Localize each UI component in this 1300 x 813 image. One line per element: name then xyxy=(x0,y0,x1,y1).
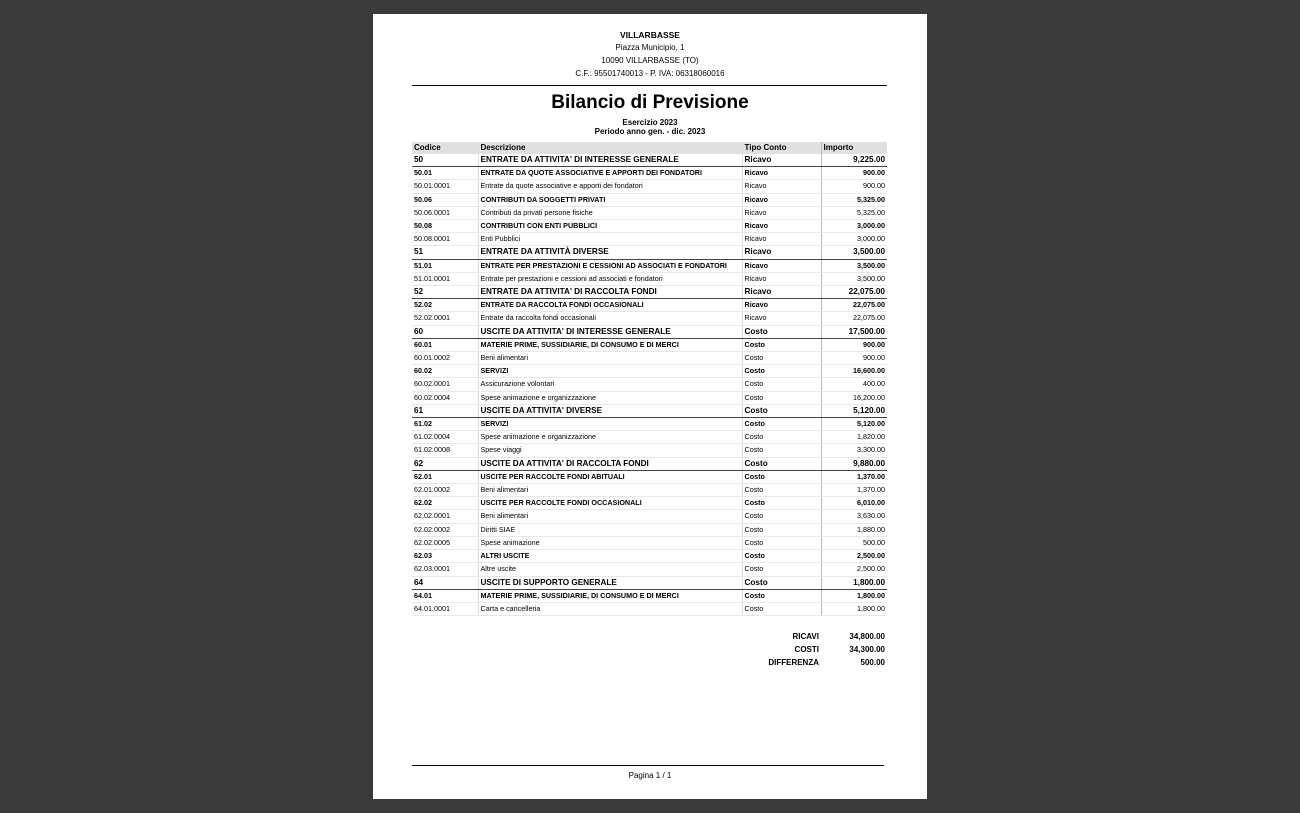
row-code: 60.01 xyxy=(412,338,478,351)
table-row xyxy=(412,154,887,167)
table-row xyxy=(412,404,887,417)
row-type: Ricavo xyxy=(742,286,821,299)
row-amount: 1,880.00 xyxy=(821,523,887,536)
row-code: 60.02.0001 xyxy=(412,378,478,391)
row-description: Beni alimentari xyxy=(478,484,742,497)
table-row xyxy=(412,365,887,378)
difference-label: DIFFERENZA xyxy=(768,658,819,667)
footer-divider xyxy=(412,765,884,766)
row-code: 52.02 xyxy=(412,299,478,312)
table-row xyxy=(412,220,887,233)
cost-total-label: COSTI xyxy=(794,645,819,654)
row-type: Costo xyxy=(742,576,821,589)
cost-total-value: 34,300.00 xyxy=(849,645,885,654)
table-row xyxy=(412,431,887,444)
row-description: ENTRATE PER PRESTAZIONI E CESSIONI AD ASSOCIATI E FONDATORI xyxy=(478,259,742,272)
row-amount: 1,370.00 xyxy=(821,470,887,483)
row-description: Assicurazione volontari xyxy=(478,378,742,391)
row-type: Costo xyxy=(742,404,821,417)
row-description: Beni alimentari xyxy=(478,510,742,523)
table-row xyxy=(412,259,887,272)
row-amount: 1,370.00 xyxy=(821,484,887,497)
table-row xyxy=(412,272,887,285)
row-amount: 1,800.00 xyxy=(821,602,887,615)
row-description: ENTRATE DA ATTIVITÀ DIVERSE xyxy=(478,246,742,259)
row-description: MATERIE PRIME, SUSSIDIARIE, DI CONSUMO E DI MERCI xyxy=(478,589,742,602)
row-code: 62.02.0002 xyxy=(412,523,478,536)
row-description: Spese animazione xyxy=(478,536,742,549)
row-description: ENTRATE DA QUOTE ASSOCIATIVE E APPORTI DEI FONDATORI xyxy=(478,167,742,180)
row-amount: 1,800.00 xyxy=(821,589,887,602)
row-code: 60.01.0002 xyxy=(412,352,478,365)
row-type: Costo xyxy=(742,444,821,457)
report-year: Esercizio 2023 xyxy=(622,118,678,127)
row-description: USCITE DA ATTIVITA' DI RACCOLTA FONDI xyxy=(478,457,742,470)
difference-value: 500.00 xyxy=(860,658,885,667)
row-type: Ricavo xyxy=(742,206,821,219)
row-type: Costo xyxy=(742,365,821,378)
row-description: ENTRATE DA RACCOLTA FONDI OCCASIONALI xyxy=(478,299,742,312)
table-row xyxy=(412,233,887,246)
row-amount: 17,500.00 xyxy=(821,325,887,338)
row-code: 60 xyxy=(412,325,478,338)
row-description: MATERIE PRIME, SUSSIDIARIE, DI CONSUMO E DI MERCI xyxy=(478,338,742,351)
row-type: Costo xyxy=(742,418,821,431)
table-row xyxy=(412,378,887,391)
row-type: Costo xyxy=(742,602,821,615)
row-description: Entrate da raccolta fondi occasionali xyxy=(478,312,742,325)
column-header-amount: Importo xyxy=(821,142,887,154)
row-code: 61.02 xyxy=(412,418,478,431)
table-row xyxy=(412,484,887,497)
row-type: Costo xyxy=(742,523,821,536)
row-amount: 900.00 xyxy=(821,338,887,351)
revenue-total-value: 34,800.00 xyxy=(849,632,885,641)
table-row xyxy=(412,246,887,259)
row-description: SERVIZI xyxy=(478,365,742,378)
row-code: 50.06.0001 xyxy=(412,206,478,219)
row-type: Ricavo xyxy=(742,299,821,312)
row-description: Spese animazione e organizzazione xyxy=(478,391,742,404)
column-header-code: Codice xyxy=(412,142,478,154)
row-code: 64.01 xyxy=(412,589,478,602)
table-row xyxy=(412,470,887,483)
row-code: 62.03 xyxy=(412,550,478,563)
report-title: Bilancio di Previsione xyxy=(551,92,749,113)
row-amount: 5,325.00 xyxy=(821,206,887,219)
row-type: Ricavo xyxy=(742,259,821,272)
row-type: Ricavo xyxy=(742,154,821,167)
row-code: 50.06 xyxy=(412,193,478,206)
page-number: Pagina 1 / 1 xyxy=(628,771,672,780)
row-code: 51 xyxy=(412,246,478,259)
row-amount: 5,120.00 xyxy=(821,418,887,431)
row-description: USCITE PER RACCOLTE FONDI OCCASIONALI xyxy=(478,497,742,510)
budget-table xyxy=(412,142,887,616)
row-amount: 900.00 xyxy=(821,352,887,365)
row-description: Spese viaggi xyxy=(478,444,742,457)
row-code: 50 xyxy=(412,154,478,167)
table-row xyxy=(412,550,887,563)
row-amount: 16,200.00 xyxy=(821,391,887,404)
row-description: Carta e cancelleria xyxy=(478,602,742,615)
row-amount: 16,600.00 xyxy=(821,365,887,378)
row-type: Costo xyxy=(742,497,821,510)
revenue-total-label: RICAVI xyxy=(792,632,819,641)
row-amount: 3,500.00 xyxy=(821,259,887,272)
table-row xyxy=(412,338,887,351)
row-description: Diritti SIAE xyxy=(478,523,742,536)
table-row xyxy=(412,576,887,589)
table-row xyxy=(412,602,887,615)
row-code: 52.02.0001 xyxy=(412,312,478,325)
row-description: Contributi da privati persone fisiche xyxy=(478,206,742,219)
row-description: Enti Pubblici xyxy=(478,233,742,246)
row-amount: 22,075.00 xyxy=(821,299,887,312)
row-type: Costo xyxy=(742,378,821,391)
row-type: Ricavo xyxy=(742,193,821,206)
row-type: Ricavo xyxy=(742,246,821,259)
row-amount: 5,325.00 xyxy=(821,193,887,206)
row-description: Spese animazione e organizzazione xyxy=(478,431,742,444)
row-description: Beni alimentari xyxy=(478,352,742,365)
row-amount: 1,800.00 xyxy=(821,576,887,589)
row-code: 61.02.0008 xyxy=(412,444,478,457)
row-description: Entrate per prestazioni e cessioni ad associati e fondatori xyxy=(478,272,742,285)
entity-address: Piazza Municipio, 1 xyxy=(615,43,685,52)
row-code: 51.01 xyxy=(412,259,478,272)
row-code: 62.02 xyxy=(412,497,478,510)
row-amount: 2,500.00 xyxy=(821,550,887,563)
table-row xyxy=(412,510,887,523)
row-code: 61 xyxy=(412,404,478,417)
table-row xyxy=(412,352,887,365)
row-amount: 6,010.00 xyxy=(821,497,887,510)
table-row xyxy=(412,312,887,325)
row-type: Costo xyxy=(742,470,821,483)
row-amount: 3,000.00 xyxy=(821,220,887,233)
header-divider xyxy=(412,85,887,86)
row-code: 60.02 xyxy=(412,365,478,378)
row-amount: 900.00 xyxy=(821,167,887,180)
row-code: 64.01.0001 xyxy=(412,602,478,615)
row-type: Ricavo xyxy=(742,312,821,325)
table-row xyxy=(412,325,887,338)
table-row xyxy=(412,563,887,576)
row-code: 62.02.0001 xyxy=(412,510,478,523)
row-type: Ricavo xyxy=(742,233,821,246)
row-code: 50.01.0001 xyxy=(412,180,478,193)
row-code: 52 xyxy=(412,286,478,299)
row-code: 62 xyxy=(412,457,478,470)
row-amount: 2,500.00 xyxy=(821,563,887,576)
row-amount: 500.00 xyxy=(821,536,887,549)
row-amount: 9,880.00 xyxy=(821,457,887,470)
row-amount: 22,075.00 xyxy=(821,286,887,299)
row-amount: 900.00 xyxy=(821,180,887,193)
row-description: Altre uscite xyxy=(478,563,742,576)
row-type: Costo xyxy=(742,338,821,351)
row-code: 62.01.0002 xyxy=(412,484,478,497)
row-type: Costo xyxy=(742,510,821,523)
row-amount: 1,820.00 xyxy=(821,431,887,444)
row-type: Ricavo xyxy=(742,167,821,180)
row-description: CONTRIBUTI DA SOGGETTI PRIVATI xyxy=(478,193,742,206)
table-row xyxy=(412,418,887,431)
row-type: Costo xyxy=(742,563,821,576)
row-amount: 3,630.00 xyxy=(821,510,887,523)
row-code: 62.03.0001 xyxy=(412,563,478,576)
row-amount: 9,225.00 xyxy=(821,154,887,167)
table-row xyxy=(412,589,887,602)
row-code: 50.08 xyxy=(412,220,478,233)
table-row xyxy=(412,536,887,549)
table-body xyxy=(412,154,887,616)
row-code: 60.02.0004 xyxy=(412,391,478,404)
row-type: Costo xyxy=(742,431,821,444)
table-row xyxy=(412,391,887,404)
table-row xyxy=(412,180,887,193)
row-type: Ricavo xyxy=(742,180,821,193)
table-row xyxy=(412,286,887,299)
report-period: Periodo anno gen. - dic. 2023 xyxy=(594,127,706,136)
table-header-row xyxy=(412,142,887,154)
row-amount: 22,075.00 xyxy=(821,312,887,325)
entity-name: VILLARBASSE xyxy=(620,30,680,40)
column-header-description: Descrizione xyxy=(478,142,742,154)
row-type: Costo xyxy=(742,457,821,470)
table-row xyxy=(412,299,887,312)
row-code: 62.02.0005 xyxy=(412,536,478,549)
row-description: USCITE DA ATTIVITA' DI INTERESSE GENERALE xyxy=(478,325,742,338)
column-header-type: Tipo Conto xyxy=(742,142,821,154)
row-code: 50.08.0001 xyxy=(412,233,478,246)
row-code: 50.01 xyxy=(412,167,478,180)
row-code: 62.01 xyxy=(412,470,478,483)
table-row xyxy=(412,457,887,470)
row-amount: 3,300.00 xyxy=(821,444,887,457)
row-type: Costo xyxy=(742,391,821,404)
table-row xyxy=(412,497,887,510)
row-description: CONTRIBUTI CON ENTI PUBBLICI xyxy=(478,220,742,233)
row-amount: 3,000.00 xyxy=(821,233,887,246)
row-description: ALTRI USCITE xyxy=(478,550,742,563)
report-page xyxy=(373,14,927,799)
row-description: SERVIZI xyxy=(478,418,742,431)
table-row xyxy=(412,523,887,536)
row-code: 61.02.0004 xyxy=(412,431,478,444)
row-type: Costo xyxy=(742,589,821,602)
row-type: Costo xyxy=(742,484,821,497)
row-description: ENTRATE DA ATTIVITA' DI RACCOLTA FONDI xyxy=(478,286,742,299)
row-description: USCITE PER RACCOLTE FONDI ABITUALI xyxy=(478,470,742,483)
row-amount: 5,120.00 xyxy=(821,404,887,417)
row-description: ENTRATE DA ATTIVITA' DI INTERESSE GENERALE xyxy=(478,154,742,167)
row-type: Costo xyxy=(742,550,821,563)
row-description: Entrate da quote associative e apporti dei fondatori xyxy=(478,180,742,193)
row-type: Costo xyxy=(742,352,821,365)
table-row xyxy=(412,444,887,457)
row-amount: 400.00 xyxy=(821,378,887,391)
row-amount: 3,500.00 xyxy=(821,246,887,259)
row-description: USCITE DI SUPPORTO GENERALE xyxy=(478,576,742,589)
row-description: USCITE DA ATTIVITA' DIVERSE xyxy=(478,404,742,417)
entity-tax-ids: C.F.: 95501740013 - P. IVA: 06318060016 xyxy=(575,69,725,78)
row-code: 51.01.0001 xyxy=(412,272,478,285)
row-type: Ricavo xyxy=(742,220,821,233)
table-row xyxy=(412,206,887,219)
table-row xyxy=(412,193,887,206)
row-type: Ricavo xyxy=(742,272,821,285)
row-code: 64 xyxy=(412,576,478,589)
row-amount: 3,500.00 xyxy=(821,272,887,285)
table-row xyxy=(412,167,887,180)
row-type: Costo xyxy=(742,325,821,338)
row-type: Costo xyxy=(742,536,821,549)
entity-city: 10090 VILLARBASSE (TO) xyxy=(601,56,699,65)
